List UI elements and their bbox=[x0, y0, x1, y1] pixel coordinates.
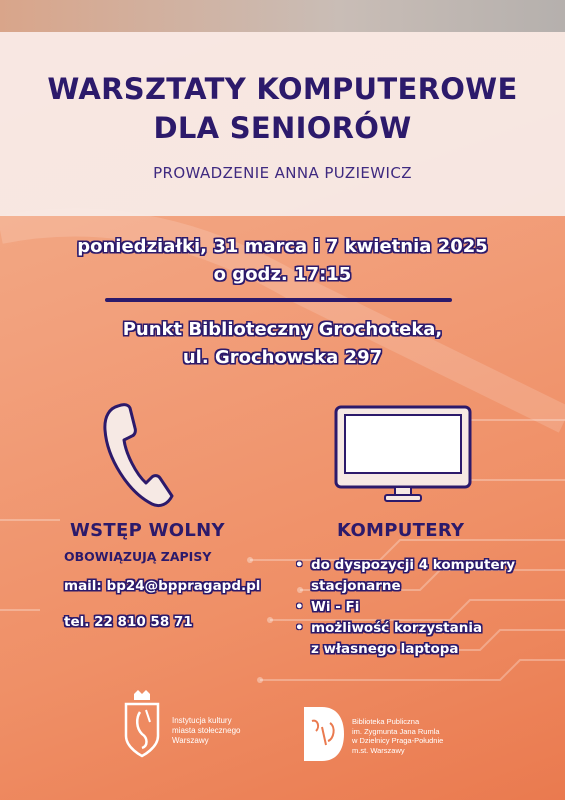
place-line-2: ul. Grochowska 297 bbox=[182, 347, 383, 368]
logo-text-line: Instytucja kultury bbox=[172, 716, 232, 725]
registration-note: OBOWIĄZUJĄ ZAPISY bbox=[64, 549, 212, 564]
list-item bbox=[293, 618, 543, 660]
divider bbox=[105, 298, 452, 302]
laptop-edge-background bbox=[0, 0, 565, 32]
monitor-icon bbox=[333, 404, 473, 504]
phone-icon bbox=[100, 400, 175, 510]
warsaw-culture-text bbox=[172, 716, 240, 746]
event-date bbox=[0, 233, 565, 289]
list-item-line: • do dyspozycji 4 komputery bbox=[311, 557, 516, 573]
library-logo bbox=[300, 705, 520, 765]
logo-text-line: Biblioteka Publiczna bbox=[352, 717, 420, 726]
list-item bbox=[293, 555, 543, 597]
list-item-line: z własnego laptopa bbox=[311, 641, 459, 657]
subtitle: PROWADZENIE ANNA PUZIEWICZ bbox=[153, 164, 412, 182]
library-mark-icon bbox=[300, 705, 346, 763]
logo-text-line: Warszawy bbox=[172, 736, 209, 745]
logo-text-line: m.st. Warszawy bbox=[352, 745, 405, 755]
page-title bbox=[0, 70, 565, 148]
title-line-1: WARSZTATY KOMPUTEROWE bbox=[47, 72, 518, 106]
library-text bbox=[352, 717, 443, 755]
title-line-2: DLA SENIORÓW bbox=[153, 111, 412, 145]
warsaw-culture-logo bbox=[120, 688, 300, 758]
place-line-1: Punkt Biblioteczny Grochoteka, bbox=[122, 319, 443, 340]
contact-phone[interactable]: tel. 22 810 58 71 bbox=[64, 614, 193, 630]
date-line-1: poniedziałki, 31 marca i 7 kwietnia 2025 bbox=[77, 236, 488, 257]
list-item-line: • możliwość korzystania bbox=[311, 620, 483, 636]
warsaw-crest-icon bbox=[120, 688, 164, 758]
list-item-line: • Wi - Fi bbox=[311, 599, 360, 615]
logo-text-line: w Dzielnicy Praga-Południe bbox=[352, 736, 444, 745]
logo-text-line: im. Zygmunta Jana Rumla bbox=[352, 726, 440, 736]
computers-column bbox=[293, 520, 543, 660]
computers-heading: KOMPUTERY bbox=[337, 520, 465, 541]
contact-email[interactable]: mail: bp24@bppragapd.pl bbox=[64, 578, 261, 594]
computers-feature-list bbox=[293, 555, 543, 660]
logo-text-line: miasta stołecznego bbox=[172, 726, 241, 735]
list-item bbox=[293, 597, 543, 618]
header-band bbox=[0, 32, 565, 216]
admission-heading: WSTĘP WOLNY bbox=[70, 520, 225, 541]
admission-column bbox=[64, 520, 294, 630]
list-item-line: stacjonarne bbox=[311, 578, 401, 594]
event-place bbox=[0, 316, 565, 372]
date-line-2: o godz. 17:15 bbox=[213, 264, 352, 285]
